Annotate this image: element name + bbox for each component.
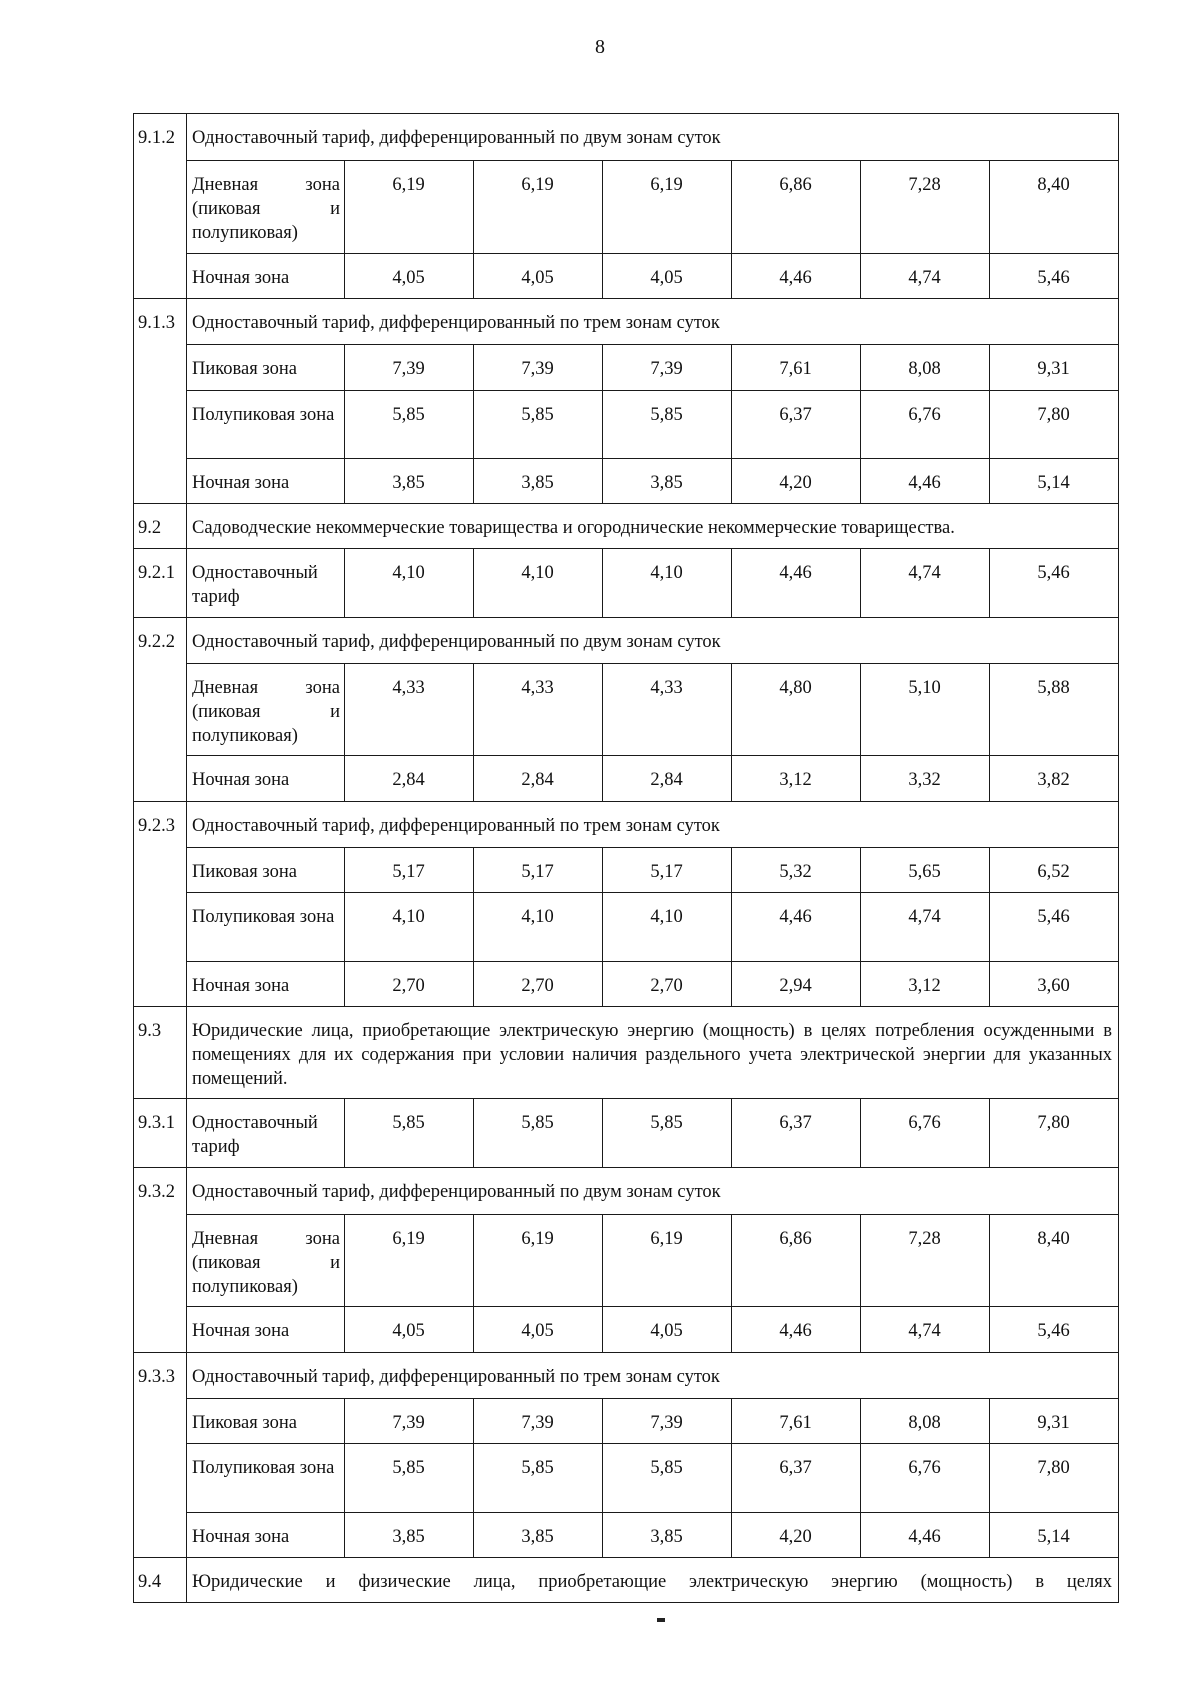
- tariff-value: 4,10: [474, 549, 603, 618]
- table-row: [134, 345, 1119, 391]
- tariff-value: 5,85: [474, 1099, 603, 1168]
- tariff-value: 4,74: [861, 254, 990, 299]
- table-row: [134, 161, 1119, 254]
- tariff-value: 5,14: [990, 1513, 1119, 1558]
- table-row: [134, 504, 1119, 549]
- tariff-value: 2,70: [474, 962, 603, 1007]
- table-row: [134, 756, 1119, 802]
- tariff-value: 5,85: [345, 1444, 474, 1513]
- tariff-value: 6,86: [732, 1215, 861, 1307]
- tariff-value: 3,82: [990, 756, 1119, 802]
- tariff-value: 5,17: [345, 848, 474, 893]
- tariff-value: 7,39: [345, 1399, 474, 1444]
- tariff-value: 4,46: [732, 254, 861, 299]
- tariff-value: 6,19: [474, 161, 603, 254]
- tariff-value: 5,32: [732, 848, 861, 893]
- tariff-value: 4,20: [732, 459, 861, 504]
- tariff-value: 5,85: [474, 1444, 603, 1513]
- tariff-zone-label: Полупиковая зона: [187, 391, 345, 459]
- tariff-value: 6,86: [732, 161, 861, 254]
- tariff-zone-label: Одноставочный тариф: [187, 1099, 345, 1168]
- tariff-value: 5,46: [990, 893, 1119, 962]
- tariff-value: 5,17: [603, 848, 732, 893]
- tariff-value: 3,32: [861, 756, 990, 802]
- table-row: [134, 549, 1119, 618]
- table-row: [134, 1007, 1119, 1099]
- tariff-value: 2,70: [345, 962, 474, 1007]
- scan-mark: [657, 1618, 665, 1622]
- tariff-zone-label: Ночная зона: [187, 962, 345, 1007]
- table-row: [134, 254, 1119, 299]
- section-code: 9.2.2: [134, 618, 187, 802]
- tariff-zone-label: Пиковая зона: [187, 848, 345, 893]
- tariff-value: 4,10: [603, 893, 732, 962]
- tariff-value: 6,37: [732, 391, 861, 459]
- tariff-value: 7,39: [474, 1399, 603, 1444]
- section-title: Одноставочный тариф, дифференцированный по двум зонам суток: [187, 1168, 1119, 1215]
- section-title: Юридические и физические лица, приобретающие электрическую энергию (мощность) в целях: [187, 1558, 1119, 1603]
- section-code: 9.3.2: [134, 1168, 187, 1353]
- tariff-value: 6,19: [345, 161, 474, 254]
- tariff-zone-label: Пиковая зона: [187, 345, 345, 391]
- tariff-value: 2,84: [474, 756, 603, 802]
- section-title: Одноставочный тариф, дифференцированный по двум зонам суток: [187, 114, 1119, 161]
- tariff-value: 3,85: [345, 459, 474, 504]
- section-title: Одноставочный тариф, дифференцированный по двум зонам суток: [187, 618, 1119, 664]
- tariff-zone-label: Ночная зона: [187, 1307, 345, 1353]
- section-title: Одноставочный тариф, дифференцированный по трем зонам суток: [187, 802, 1119, 848]
- tariff-value: 5,46: [990, 1307, 1119, 1353]
- tariff-value: 7,39: [603, 1399, 732, 1444]
- tariff-value: 6,52: [990, 848, 1119, 893]
- section-code: 9.1.3: [134, 299, 187, 504]
- table-row: [134, 1558, 1119, 1603]
- tariff-value: 6,19: [603, 1215, 732, 1307]
- table-row: [134, 1513, 1119, 1558]
- tariff-value: 7,39: [345, 345, 474, 391]
- tariff-value: 4,33: [474, 664, 603, 756]
- table-row: [134, 848, 1119, 893]
- tariff-value: 5,85: [345, 1099, 474, 1168]
- tariff-zone-label: Полупиковая зона: [187, 893, 345, 962]
- table-row: [134, 802, 1119, 848]
- tariff-value: 7,61: [732, 345, 861, 391]
- tariff-zone-label: Дневная зона (пиковая и полупиковая): [187, 664, 345, 756]
- tariff-value: 4,10: [603, 549, 732, 618]
- table-row: [134, 1168, 1119, 1215]
- page-number: 8: [595, 36, 605, 58]
- tariff-value: 4,05: [345, 254, 474, 299]
- tariff-value: 4,46: [861, 459, 990, 504]
- tariff-value: 5,85: [603, 391, 732, 459]
- tariff-value: 4,20: [732, 1513, 861, 1558]
- tariff-value: 6,37: [732, 1444, 861, 1513]
- section-code: 9.3.1: [134, 1099, 187, 1168]
- section-title: Одноставочный тариф, дифференцированный по трем зонам суток: [187, 299, 1119, 345]
- tariff-value: 7,39: [474, 345, 603, 391]
- tariff-value: 7,39: [603, 345, 732, 391]
- tariff-value: 2,84: [603, 756, 732, 802]
- section-code: 9.4: [134, 1558, 187, 1603]
- tariff-value: 8,08: [861, 345, 990, 391]
- tariff-value: 7,28: [861, 1215, 990, 1307]
- section-code: 9.2.1: [134, 549, 187, 618]
- tariff-value: 4,46: [732, 549, 861, 618]
- tariff-value: 7,80: [990, 391, 1119, 459]
- tariff-value: 4,05: [603, 1307, 732, 1353]
- tariff-value: 2,70: [603, 962, 732, 1007]
- tariff-value: 4,46: [861, 1513, 990, 1558]
- section-code: 9.2: [134, 504, 187, 549]
- tariff-value: 5,85: [603, 1099, 732, 1168]
- table-row: [134, 1099, 1119, 1168]
- section-title: Садоводческие некоммерческие товарищества и огороднические некоммерческие товарищества.: [187, 504, 1119, 549]
- tariff-value: 7,80: [990, 1099, 1119, 1168]
- table-row: [134, 962, 1119, 1007]
- section-code: 9.3.3: [134, 1353, 187, 1558]
- tariff-value: 6,76: [861, 391, 990, 459]
- tariff-zone-label: Полупиковая зона: [187, 1444, 345, 1513]
- table-row: [134, 893, 1119, 962]
- tariff-value: 6,19: [345, 1215, 474, 1307]
- tariff-value: 8,08: [861, 1399, 990, 1444]
- tariff-value: 6,76: [861, 1099, 990, 1168]
- tariff-value: 6,37: [732, 1099, 861, 1168]
- tariff-table: [133, 113, 1119, 1603]
- section-code: 9.2.3: [134, 802, 187, 1007]
- table-row: [134, 1444, 1119, 1513]
- tariff-value: 6,19: [603, 161, 732, 254]
- section-code: 9.1.2: [134, 114, 187, 299]
- section-title: Одноставочный тариф, дифференцированный по трем зонам суток: [187, 1353, 1119, 1399]
- table-row: [134, 1307, 1119, 1353]
- tariff-value: 5,85: [474, 391, 603, 459]
- tariff-zone-label: Дневная зона (пиковая и полупиковая): [187, 1215, 345, 1307]
- tariff-value: 3,85: [474, 1513, 603, 1558]
- table-row: [134, 664, 1119, 756]
- tariff-zone-label: Ночная зона: [187, 254, 345, 299]
- tariff-value: 2,84: [345, 756, 474, 802]
- section-code: 9.3: [134, 1007, 187, 1099]
- tariff-value: 5,10: [861, 664, 990, 756]
- tariff-value: 4,74: [861, 1307, 990, 1353]
- tariff-value: 8,40: [990, 161, 1119, 254]
- table-row: [134, 299, 1119, 345]
- tariff-value: 4,33: [345, 664, 474, 756]
- tariff-value: 3,12: [861, 962, 990, 1007]
- tariff-value: 5,65: [861, 848, 990, 893]
- tariff-zone-label: Одноставочный тариф: [187, 549, 345, 618]
- tariff-value: 4,46: [732, 893, 861, 962]
- tariff-value: 3,85: [345, 1513, 474, 1558]
- tariff-value: 4,10: [345, 893, 474, 962]
- tariff-value: 3,85: [474, 459, 603, 504]
- tariff-value: 4,74: [861, 549, 990, 618]
- tariff-zone-label: Пиковая зона: [187, 1399, 345, 1444]
- tariff-value: 6,76: [861, 1444, 990, 1513]
- tariff-value: 4,80: [732, 664, 861, 756]
- tariff-value: 9,31: [990, 345, 1119, 391]
- tariff-value: 5,85: [345, 391, 474, 459]
- tariff-zone-label: Ночная зона: [187, 1513, 345, 1558]
- tariff-value: 7,61: [732, 1399, 861, 1444]
- tariff-value: 4,10: [474, 893, 603, 962]
- tariff-value: 3,12: [732, 756, 861, 802]
- tariff-value: 4,46: [732, 1307, 861, 1353]
- section-title: Юридические лица, приобретающие электрическую энергию (мощность) в целях потребления осужденными в помещениях для их содержания при условии наличия раздельного учета электрической энергии для указанных помещений.: [187, 1007, 1119, 1099]
- tariff-zone-label: Дневная зона (пиковая и полупиковая): [187, 161, 345, 254]
- tariff-value: 4,05: [474, 254, 603, 299]
- table-row: [134, 391, 1119, 459]
- tariff-value: 9,31: [990, 1399, 1119, 1444]
- tariff-zone-label: Ночная зона: [187, 459, 345, 504]
- table-row: [134, 114, 1119, 161]
- tariff-value: 5,46: [990, 254, 1119, 299]
- tariff-value: 3,60: [990, 962, 1119, 1007]
- tariff-value: 7,28: [861, 161, 990, 254]
- table-row: [134, 1353, 1119, 1399]
- tariff-value: 4,05: [603, 254, 732, 299]
- tariff-value: 8,40: [990, 1215, 1119, 1307]
- table-row: [134, 1399, 1119, 1444]
- tariff-value: 5,88: [990, 664, 1119, 756]
- tariff-value: 2,94: [732, 962, 861, 1007]
- table-row: [134, 618, 1119, 664]
- tariff-value: 4,05: [345, 1307, 474, 1353]
- tariff-value: 5,14: [990, 459, 1119, 504]
- table-row: [134, 459, 1119, 504]
- tariff-value: 6,19: [474, 1215, 603, 1307]
- tariff-value: 5,46: [990, 549, 1119, 618]
- tariff-value: 7,80: [990, 1444, 1119, 1513]
- tariff-value: 4,10: [345, 549, 474, 618]
- tariff-zone-label: Ночная зона: [187, 756, 345, 802]
- tariff-value: 5,17: [474, 848, 603, 893]
- tariff-value: 4,05: [474, 1307, 603, 1353]
- tariff-value: 4,33: [603, 664, 732, 756]
- table-row: [134, 1215, 1119, 1307]
- tariff-value: 5,85: [603, 1444, 732, 1513]
- tariff-value: 3,85: [603, 459, 732, 504]
- tariff-value: 3,85: [603, 1513, 732, 1558]
- tariff-value: 4,74: [861, 893, 990, 962]
